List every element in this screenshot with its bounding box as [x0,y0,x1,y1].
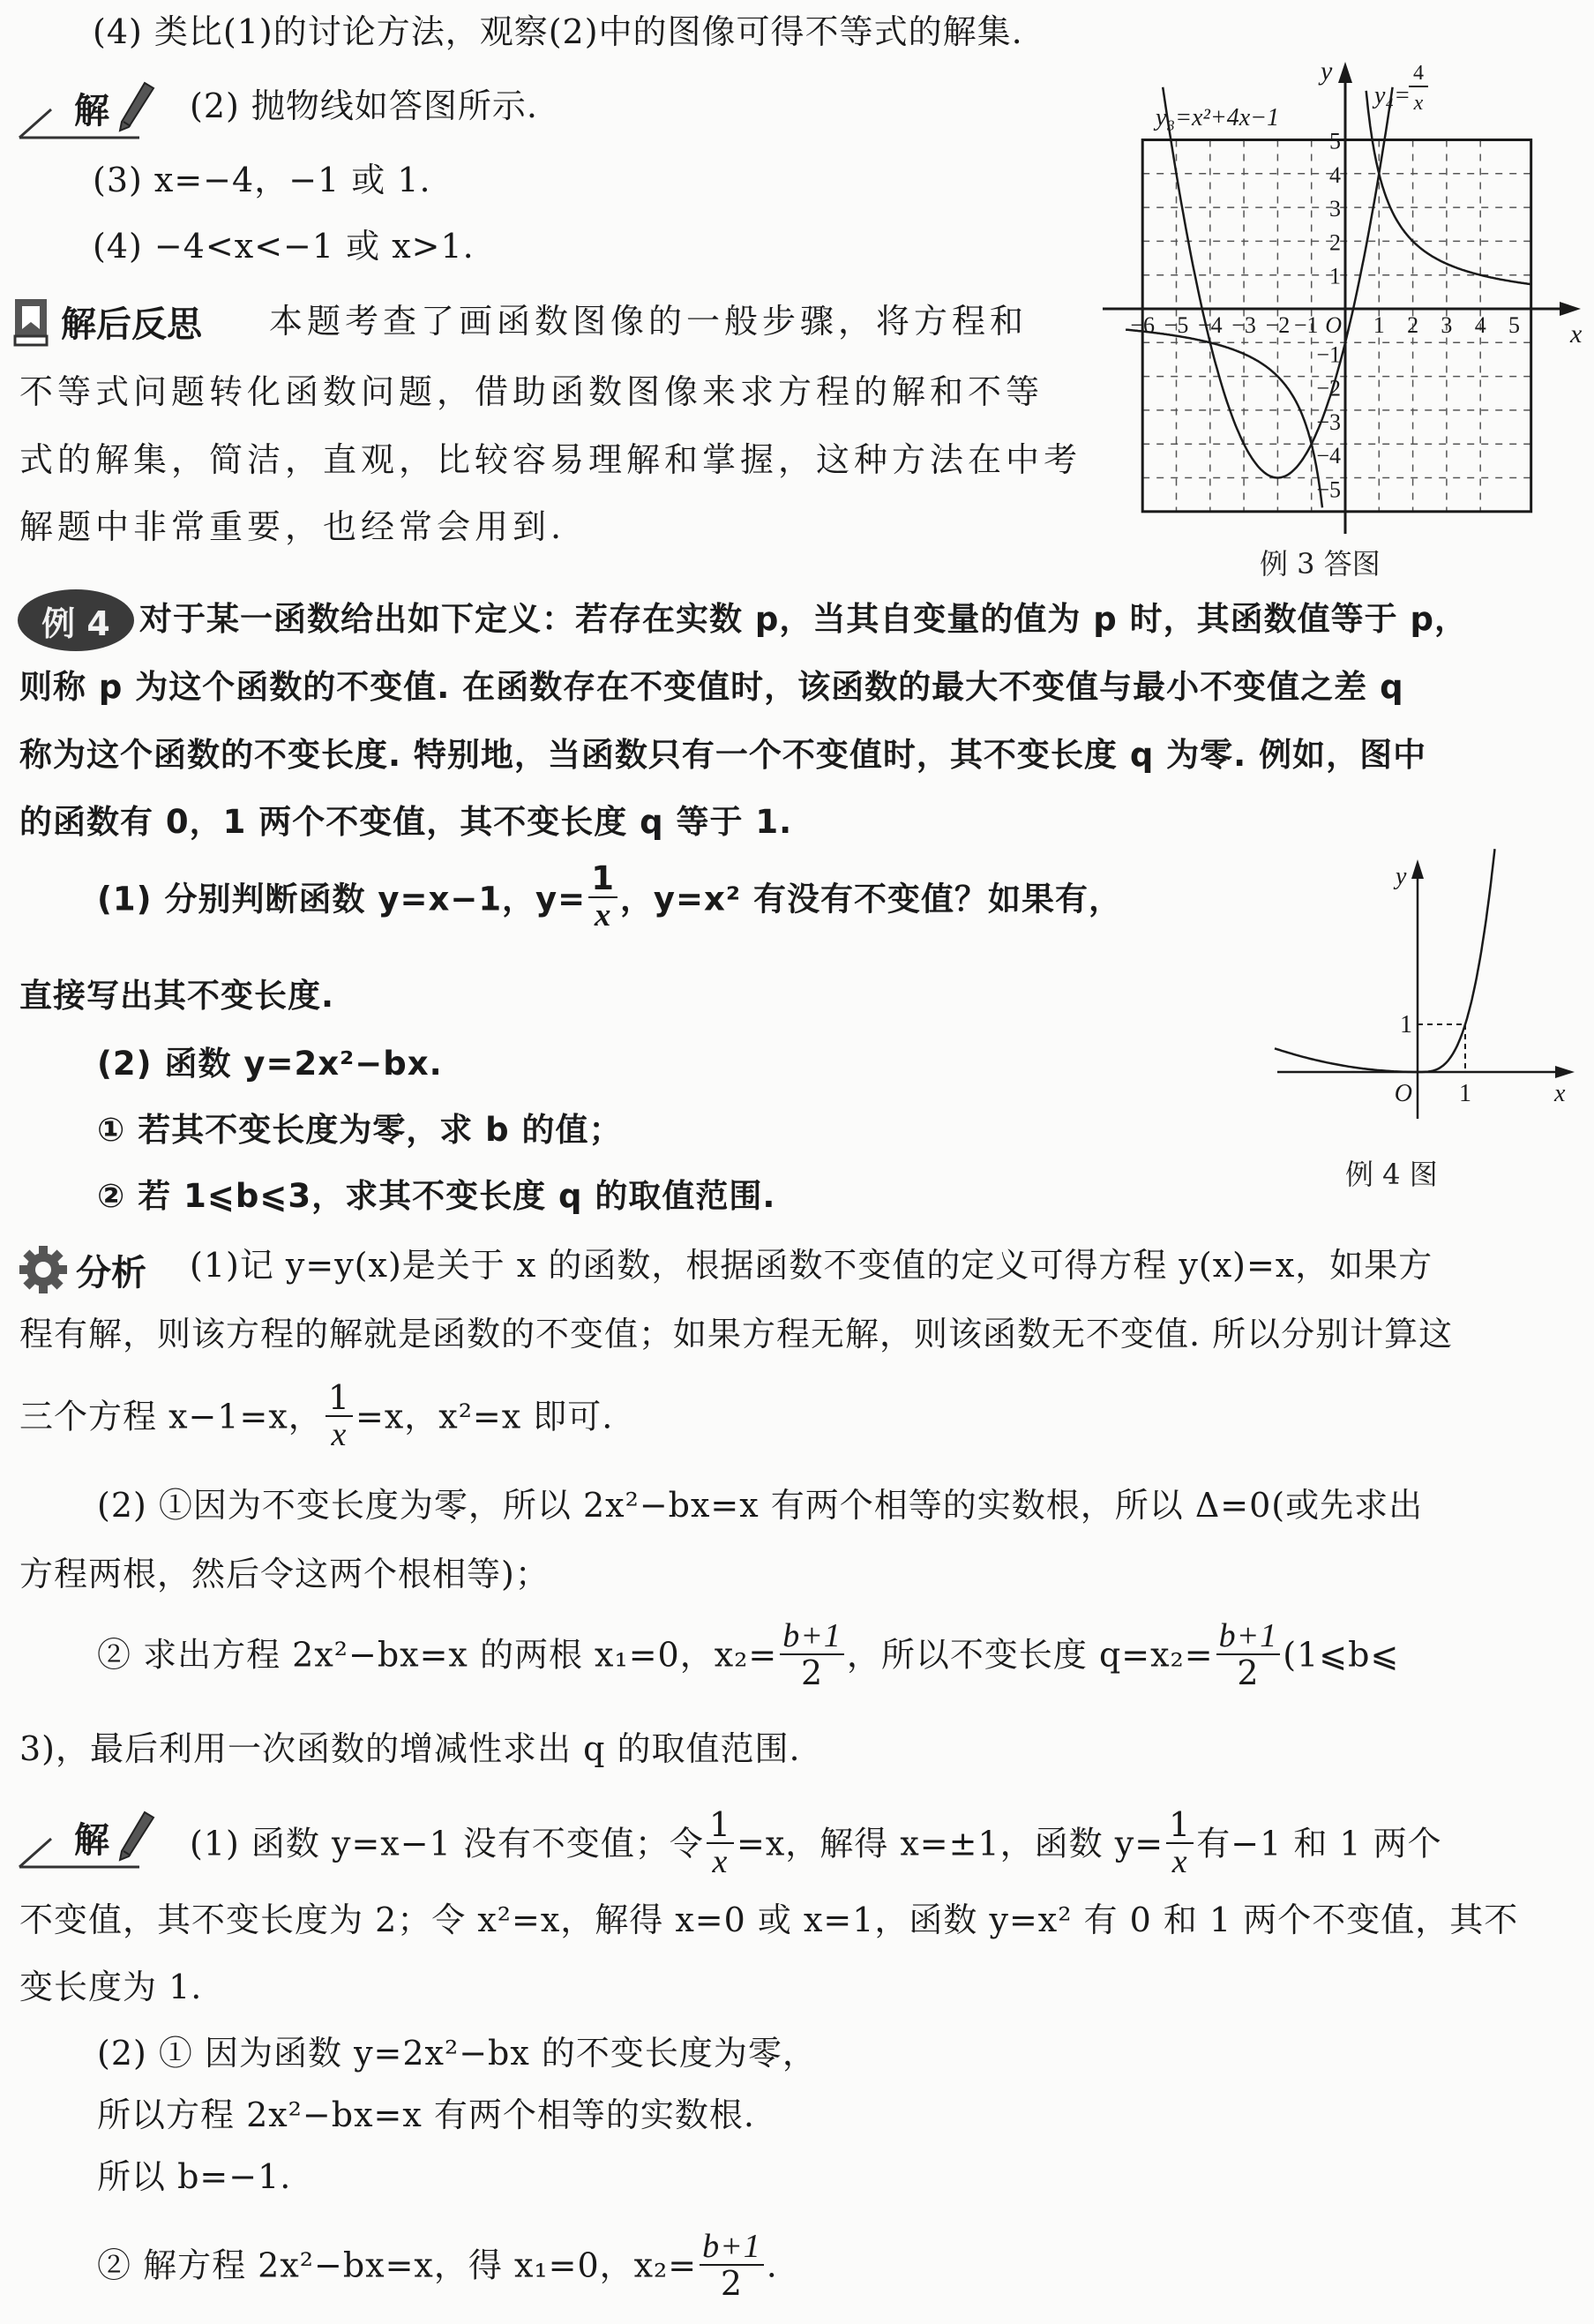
y-axis-arrow [1338,62,1352,83]
q1-prefix: (1) 分别判断函数 y=x−1，y= [97,880,587,918]
solution-label-2: 解 [74,1819,109,1861]
analysis-line3-suffix: =x，x²=x 即可. [355,1397,614,1436]
y-tick-label: 2 [1329,229,1341,256]
analysis-line3-fraction [326,1380,353,1452]
solution-line7-prefix: ② 解方程 2x²−bx=x，得 x₁=0，x₂= [97,2245,698,2285]
y-tick-label: 4 [1329,161,1341,188]
analysis-frac1-num: b+1 [780,1618,844,1655]
reflection-line-3: 式的解集，简洁，直观，比较容易理解和掌握，这种方法在中考 [19,440,1082,479]
solution-line-6: 所以 b=−1. [97,2157,292,2196]
x-tick-label: −6 [1130,312,1156,338]
figure-4-graph [1217,838,1594,1129]
analysis-tag [18,1244,146,1295]
analysis-label: 分析 [76,1252,146,1293]
x-tick-label: 2 [1407,312,1419,338]
solution-line1-mid: =x，解得 x=±1，函数 y= [737,1824,1164,1863]
solution-line1-fraction-1 [707,1807,734,1879]
analysis-line6-mid: ，所以不变长度 q=x₂= [846,1635,1214,1675]
x-tick-label: 5 [1508,312,1520,338]
y-tick-label: 5 [1329,128,1341,154]
solution-frac1-den: x [712,1843,729,1880]
book-icon [13,297,50,347]
y-axis-label: y [1396,863,1407,890]
analysis-line-3 [19,1378,614,1456]
y-tick-label: −5 [1316,476,1341,503]
solution-line1-prefix: (1) 函数 y=x−1 没有不变值；令 [190,1824,704,1863]
analysis-line6-fraction-2 [1216,1618,1281,1691]
example4-q2: (2) 函数 y=2x²−bx. [97,1045,443,1083]
solution-line-3: 变长度为 1. [19,1968,203,2006]
reflection-line-1: 本题考查了画函数图像的一般步骤，将方程和 [269,302,1029,341]
q1-fraction [588,861,617,933]
analysis-line6-fraction-1 [780,1618,844,1691]
analysis-frac1-den: 2 [800,1653,824,1692]
solution-frac3-den: 2 [720,2264,744,2303]
y-tick-label: 1 [1329,263,1341,289]
analysis-frac-num: 1 [326,1380,353,1417]
function-curve [1275,849,1495,1072]
analysis-frac2-den: 2 [1237,1653,1260,1692]
x-tick-label: −5 [1164,312,1189,338]
analysis-line-2: 程有解，则该方程的解就是函数的不变值；如果方程无解，则该函数无不变值. 所以分别计算这 [19,1315,1454,1353]
x-tick-label: 3 [1441,312,1453,338]
solution-line7-suffix: . [766,2245,778,2285]
solution-line-2: 不变值，其不变长度为 2；令 x²=x，解得 x=0 或 x=1，函数 y=x² 有 0 和 1 两个不变值，其不 [19,1900,1519,1939]
solution-frac3-num: b+1 [700,2229,764,2266]
figure-3-caption: 例 3 答图 [1260,547,1381,581]
answer-4: (4) −4<x<−1 或 x>1. [93,227,475,266]
origin-label: O [1325,312,1342,338]
analysis-line-1: (1)记 y=y(x)是关于 x 的函数，根据函数不变值的定义可得方程 y(x)=x，如果方 [190,1246,1433,1285]
hyperbola-label-den: x [1413,92,1424,115]
solution-underline [16,104,139,141]
hyperbola-curve-left [1126,330,1322,508]
item4-question: (4) 类比(1)的讨论方法，观察(2)中的图像可得不等式的解集. [93,12,1023,51]
y-tick-label: −1 [1316,341,1341,368]
example4-q2-2: ② 若 1⩽b⩽3，求其不变长度 q 的取值范围. [97,1177,776,1215]
analysis-line6-prefix: ② 求出方程 2x²−bx=x 的两根 x₁=0，x₂= [97,1635,778,1675]
example4-q1-line2: 直接写出其不变长度. [19,977,335,1015]
example4-statement-2: 则称 p 为这个函数的不变值. 在函数存在不变值时，该函数的最大不变值与最小不变值之差 q [19,668,1404,706]
analysis-frac2-num: b+1 [1216,1618,1281,1655]
hyperbola-label-prefix: y₄= [1374,82,1411,109]
solution-frac2-num: 1 [1166,1807,1194,1844]
gear-icon [18,1244,69,1295]
q1-suffix: ，y=x² 有没有不变值？如果有， [619,880,1123,918]
y-axis-arrow [1411,859,1424,879]
hyperbola-curve-right [1366,91,1530,284]
solution-frac2-den: x [1171,1843,1188,1880]
reflection-tag [13,296,202,347]
x-tick-label: −1 [1293,312,1319,338]
x-tick-label: 1 [1373,312,1385,338]
figure-3-graph [1094,53,1594,547]
q1-frac-num: 1 [588,861,617,898]
answer-3: (3) x=−4，−1 或 1. [93,161,431,199]
origin-label: O [1394,1080,1412,1107]
hyperbola-label-num: 4 [1413,62,1424,85]
y-tick-label: 1 [1400,1011,1412,1038]
solution-line-1 [190,1805,1442,1883]
analysis-line-4: (2) ①因为不变长度为零，所以 2x²−bx=x 有两个相等的实数根，所以 Δ=0(或先求出 [97,1486,1424,1525]
y-tick-label: 3 [1329,196,1341,222]
solution-line1-fraction-2 [1166,1807,1194,1879]
reflection-line-2: 不等式问题转化函数问题，借助函数图像来求方程的解和不等 [19,372,1044,411]
x-tick-label: 1 [1459,1080,1471,1107]
solution-line-7 [97,2228,778,2305]
example4-statement-3: 称为这个函数的不变长度. 特别地，当函数只有一个不变值时，其不变长度 q 为零. 例如，图中 [19,736,1427,774]
y-tick-label: −2 [1316,375,1341,401]
solution-label: 解 [74,90,109,131]
y-tick-label: −3 [1316,409,1341,435]
x-tick-label: −2 [1265,312,1291,338]
x-axis-label: x [1554,1080,1566,1107]
analysis-line6-suffix: (1⩽b⩽ [1283,1635,1400,1675]
example4-statement-1: 对于某一函数给出如下定义：若存在实数 p，当其自变量的值为 p 时，其函数值等于 p， [139,600,1468,638]
solution-underline-2 [16,1833,139,1870]
x-axis-arrow [1555,1066,1575,1078]
x-axis-arrow [1560,302,1581,316]
y-tick-label: −4 [1316,443,1341,469]
example4-q1 [97,859,1123,937]
solution-line7-fraction [700,2229,764,2301]
solution-frac1-num: 1 [707,1807,734,1844]
y-axis-label: y [1321,56,1333,86]
analysis-line-5: 方程两根，然后令这两个根相等)； [19,1555,550,1593]
q1-frac-den: x [594,897,612,933]
x-tick-label: −3 [1231,312,1256,338]
example4-statement-4: 的函数有 0，1 两个不变值，其不变长度 q 等于 1. [19,803,793,841]
reflection-line-4: 解题中非常重要，也经常会用到. [19,507,566,546]
answer-2: (2) 抛物线如答图所示. [190,86,538,125]
analysis-line-6 [97,1617,1400,1694]
x-tick-label: −4 [1197,312,1223,338]
figure-4-caption: 例 4 图 [1345,1158,1438,1191]
analysis-line3-prefix: 三个方程 x−1=x， [19,1397,323,1436]
x-tick-label: 4 [1474,312,1486,338]
example-4-badge: 例 4 [18,589,134,651]
parabola-label: y₃=x²+4x−1 [1156,104,1280,131]
analysis-line-7: 3)，最后利用一次函数的增减性求出 q 的取值范围. [19,1729,801,1768]
solution-line-5: 所以方程 2x²−bx=x 有两个相等的实数根. [97,2095,755,2134]
example4-q2-1: ① 若其不变长度为零，求 b 的值； [97,1111,623,1149]
solution-line1-suffix: 有−1 和 1 两个 [1196,1824,1442,1863]
x-axis-label: x [1570,319,1583,349]
analysis-frac-den: x [331,1416,348,1453]
reflection-label: 解后反思 [61,304,202,345]
solution-line-4: (2) ① 因为函数 y=2x²−bx 的不变长度为零， [97,2034,817,2073]
